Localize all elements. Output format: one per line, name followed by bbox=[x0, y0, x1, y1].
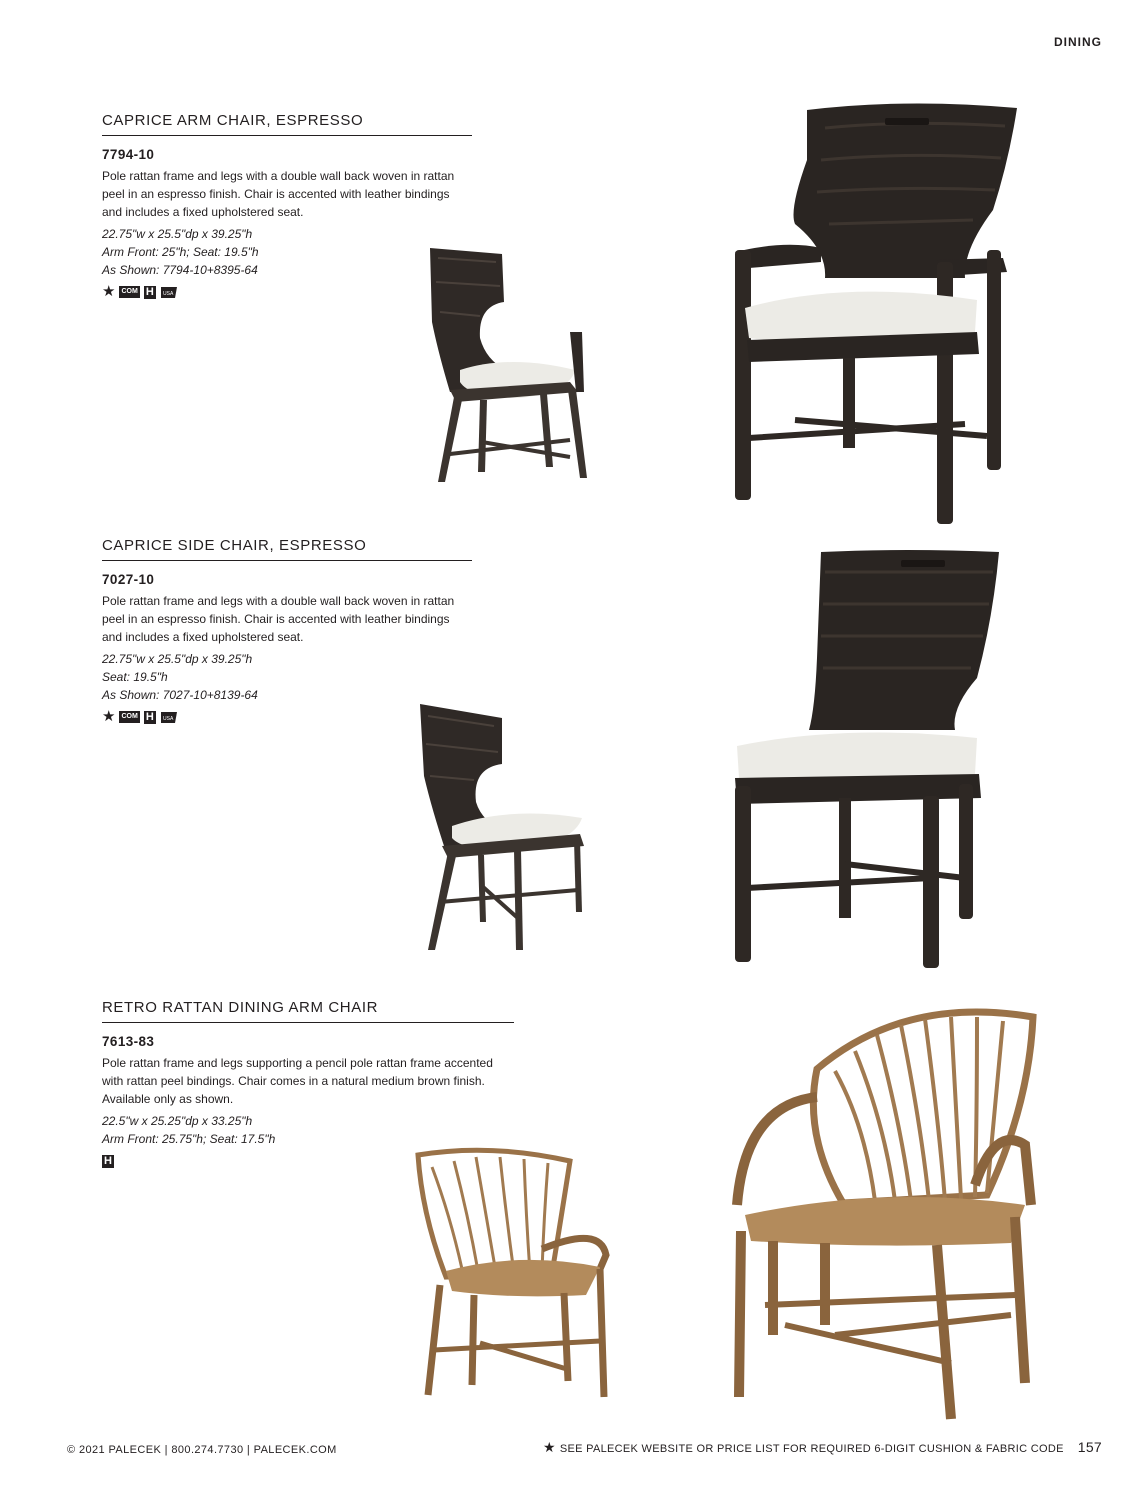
dimension-line: 22.75"w x 25.5"dp x 39.25"h bbox=[102, 227, 253, 241]
dimension-line: Arm Front: 25.75"h; Seat: 17.5"h bbox=[102, 1132, 276, 1146]
usa-flag-icon bbox=[160, 711, 178, 724]
product-title: CAPRICE SIDE CHAIR, ESPRESSO bbox=[102, 537, 472, 561]
dimension-line: 22.5"w x 25.25"dp x 33.25"h bbox=[102, 1114, 253, 1128]
product-caprice-arm-chair bbox=[102, 112, 472, 300]
star-icon: ★ bbox=[102, 708, 116, 725]
caprice-side-chair-front-photo bbox=[725, 548, 1010, 973]
dimension-line: Seat: 19.5"h bbox=[102, 670, 168, 684]
star-icon: ★ bbox=[543, 1439, 556, 1455]
product-icons bbox=[102, 284, 472, 300]
product-description: Pole rattan frame and legs supporting a pencil pole rattan frame accented with rattan peel bindings. Chair comes in a natural medium brown finish. Available only as shown. bbox=[102, 1056, 493, 1106]
product-description: Pole rattan frame and legs with a double wall back woven in rattan peel in an espresso finish. Chair is accented with leather bindings and includes a fixed upholstered seat. bbox=[102, 594, 455, 644]
section-tag: DINING bbox=[1054, 35, 1102, 49]
product-sku: 7794-10 bbox=[102, 147, 155, 162]
dimension-line: As Shown: 7794-10+8395-64 bbox=[102, 263, 258, 277]
dimension-line: 22.75"w x 25.5"dp x 39.25"h bbox=[102, 652, 253, 666]
product-retro-rattan-arm-chair bbox=[102, 999, 514, 1169]
product-title: RETRO RATTAN DINING ARM CHAIR bbox=[102, 999, 514, 1023]
product-dimensions bbox=[102, 1112, 514, 1148]
footer-note-text: SEE PALECEK WEBSITE OR PRICE LIST FOR REQUIRED 6-DIGIT CUSHION & FABRIC CODE bbox=[559, 1443, 1064, 1455]
caprice-side-chair-back-photo bbox=[410, 700, 590, 955]
page-number: 157 bbox=[1077, 1439, 1102, 1455]
product-caprice-side-chair bbox=[102, 537, 472, 725]
product-dimensions bbox=[102, 650, 472, 704]
dimension-line: As Shown: 7027-10+8139-64 bbox=[102, 688, 258, 702]
h-icon: H bbox=[144, 711, 156, 724]
usa-flag-icon bbox=[160, 286, 178, 299]
h-icon: H bbox=[144, 286, 156, 299]
star-icon: ★ bbox=[102, 283, 116, 300]
product-dimensions bbox=[102, 225, 472, 279]
caprice-arm-chair-front-photo bbox=[725, 100, 1025, 530]
product-description: Pole rattan frame and legs with a double wall back woven in rattan peel in an espresso finish. Chair is accented with leather bindings and includes a fixed upholstered seat. bbox=[102, 169, 455, 219]
retro-rattan-chair-large-photo bbox=[725, 1005, 1045, 1425]
com-icon: COM bbox=[119, 711, 139, 723]
caprice-arm-chair-back-photo bbox=[420, 242, 595, 487]
footer-contact: © 2021 PALECEK | 800.274.7730 | PALECEK.COM bbox=[67, 1444, 337, 1456]
dimension-line: Arm Front: 25"h; Seat: 19.5"h bbox=[102, 245, 259, 259]
com-icon: COM bbox=[119, 286, 139, 298]
h-icon: H bbox=[102, 1155, 114, 1168]
product-title: CAPRICE ARM CHAIR, ESPRESSO bbox=[102, 112, 472, 136]
footer-note bbox=[543, 1439, 1102, 1456]
product-sku: 7027-10 bbox=[102, 572, 155, 587]
product-sku: 7613-83 bbox=[102, 1034, 155, 1049]
retro-rattan-chair-small-photo bbox=[410, 1145, 615, 1405]
svg-text:USA: USA bbox=[162, 715, 174, 722]
svg-text:USA: USA bbox=[162, 290, 174, 297]
